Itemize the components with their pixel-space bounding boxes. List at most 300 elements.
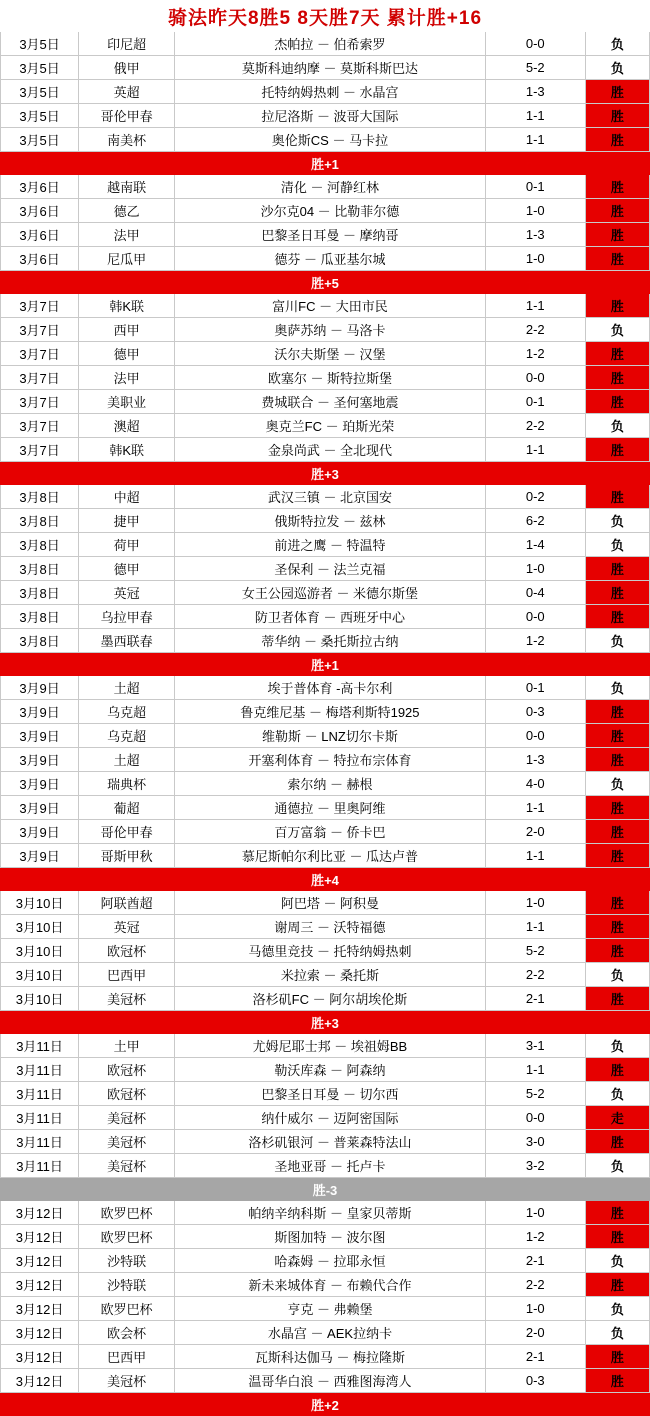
- match-score: 1-0: [485, 247, 585, 271]
- table-row[interactable]: [1, 1369, 650, 1393]
- league-name: 巴西甲: [79, 1345, 175, 1369]
- table-row[interactable]: [1, 199, 650, 223]
- match-date: 3月9日: [1, 748, 79, 772]
- league-name: 瑞典杯: [79, 772, 175, 796]
- table-row[interactable]: [1, 342, 650, 366]
- league-name: 南美杯: [79, 128, 175, 152]
- league-name: 荷甲: [79, 533, 175, 557]
- league-name: 韩K联: [79, 438, 175, 462]
- match-score: 0-3: [485, 1369, 585, 1393]
- match-score: 2-2: [485, 318, 585, 342]
- match-score: 2-2: [485, 963, 585, 987]
- league-name: 哥伦甲春: [79, 104, 175, 128]
- match-teams: 洛杉矶FC － 阿尔胡埃伦斯: [175, 987, 485, 1011]
- table-row[interactable]: [1, 294, 650, 318]
- match-date: 3月9日: [1, 676, 79, 700]
- result-badge: 胜: [585, 605, 649, 629]
- match-date: 3月5日: [1, 80, 79, 104]
- match-score: 1-1: [485, 1058, 585, 1082]
- match-score: 1-1: [485, 915, 585, 939]
- match-teams: 维勒斯 － LNZ切尔卡斯: [175, 724, 485, 748]
- match-score: 2-0: [485, 820, 585, 844]
- league-name: 中超: [79, 485, 175, 509]
- league-name: 英冠: [79, 915, 175, 939]
- table-row[interactable]: [1, 175, 650, 199]
- league-name: 英冠: [79, 581, 175, 605]
- result-badge: 胜: [585, 748, 649, 772]
- result-badge: 走: [585, 1106, 649, 1130]
- title-row: [1, 1, 650, 32]
- match-score: 3-0: [485, 1130, 585, 1154]
- table-row[interactable]: [1, 56, 650, 80]
- table-row[interactable]: [1, 247, 650, 271]
- match-date: 3月7日: [1, 366, 79, 390]
- match-score: 0-0: [485, 366, 585, 390]
- result-badge: 胜: [585, 1225, 649, 1249]
- match-score: 5-2: [485, 939, 585, 963]
- match-teams: 水晶宫 － AEK拉纳卡: [175, 1321, 485, 1345]
- summary-row: [1, 271, 650, 294]
- result-badge: 负: [585, 509, 649, 533]
- match-teams: 富川FC － 大田市民: [175, 294, 485, 318]
- match-teams: 奥克兰FC － 珀斯光荣: [175, 414, 485, 438]
- league-name: 哥伦甲春: [79, 820, 175, 844]
- match-teams: 勒沃库森 － 阿森纳: [175, 1058, 485, 1082]
- league-name: 乌拉甲春: [79, 605, 175, 629]
- league-name: 美职业: [79, 390, 175, 414]
- match-score: 0-1: [485, 175, 585, 199]
- match-teams: 温哥华白浪 － 西雅图海湾人: [175, 1369, 485, 1393]
- league-name: 土甲: [79, 1034, 175, 1058]
- summary-label: 胜+3: [1, 462, 650, 485]
- match-score: 1-1: [485, 104, 585, 128]
- result-badge: 胜: [585, 581, 649, 605]
- league-name: 欧罗巴杯: [79, 1297, 175, 1321]
- match-score: 0-0: [485, 724, 585, 748]
- match-teams: 拉尼洛斯 － 波哥大国际: [175, 104, 485, 128]
- table-row[interactable]: [1, 1201, 650, 1225]
- result-badge: 胜: [585, 557, 649, 581]
- match-date: 3月12日: [1, 1345, 79, 1369]
- league-name: 法甲: [79, 223, 175, 247]
- match-score: 2-1: [485, 987, 585, 1011]
- match-score: 1-0: [485, 199, 585, 223]
- table-row[interactable]: [1, 509, 650, 533]
- summary-row: [1, 653, 650, 676]
- table-row[interactable]: [1, 414, 650, 438]
- match-date: 3月6日: [1, 247, 79, 271]
- match-teams: 帕纳辛纳科斯 － 皇家贝蒂斯: [175, 1201, 485, 1225]
- match-teams: 洛杉矶银河 － 普莱森特法山: [175, 1130, 485, 1154]
- table-row[interactable]: [1, 1082, 650, 1106]
- summary-row: [1, 1011, 650, 1034]
- summary-label: 胜+5: [1, 271, 650, 294]
- table-row[interactable]: [1, 844, 650, 868]
- table-row[interactable]: [1, 1345, 650, 1369]
- league-name: 尼瓜甲: [79, 247, 175, 271]
- match-date: 3月8日: [1, 581, 79, 605]
- table-row[interactable]: [1, 820, 650, 844]
- match-score: 4-0: [485, 772, 585, 796]
- summary-label: 胜+1: [1, 152, 650, 175]
- match-score: 0-0: [485, 1106, 585, 1130]
- league-name: 法甲: [79, 366, 175, 390]
- match-date: 3月12日: [1, 1273, 79, 1297]
- match-date: 3月6日: [1, 199, 79, 223]
- match-score: 1-1: [485, 796, 585, 820]
- result-badge: 负: [585, 32, 649, 56]
- match-date: 3月11日: [1, 1034, 79, 1058]
- match-teams: 阿巴塔 － 阿积曼: [175, 891, 485, 915]
- result-badge: 负: [585, 318, 649, 342]
- match-date: 3月12日: [1, 1225, 79, 1249]
- match-teams: 慕尼斯帕尔利比亚 － 瓜达卢普: [175, 844, 485, 868]
- league-name: 德甲: [79, 557, 175, 581]
- result-badge: 胜: [585, 820, 649, 844]
- match-date: 3月8日: [1, 557, 79, 581]
- match-score: 1-0: [485, 1201, 585, 1225]
- league-name: 捷甲: [79, 509, 175, 533]
- league-name: 乌克超: [79, 700, 175, 724]
- result-badge: 胜: [585, 939, 649, 963]
- match-score: 2-1: [485, 1249, 585, 1273]
- table-row[interactable]: [1, 748, 650, 772]
- table-row[interactable]: [1, 772, 650, 796]
- league-name: 俄甲: [79, 56, 175, 80]
- match-date: 3月11日: [1, 1058, 79, 1082]
- match-date: 3月8日: [1, 533, 79, 557]
- result-badge: 胜: [585, 915, 649, 939]
- match-date: 3月8日: [1, 629, 79, 653]
- result-badge: 负: [585, 533, 649, 557]
- summary-row: [1, 1393, 650, 1416]
- match-date: 3月5日: [1, 56, 79, 80]
- result-badge: 胜: [585, 80, 649, 104]
- match-date: 3月8日: [1, 605, 79, 629]
- match-date: 3月6日: [1, 223, 79, 247]
- table-row[interactable]: [1, 891, 650, 915]
- match-date: 3月9日: [1, 820, 79, 844]
- result-badge: 胜: [585, 1369, 649, 1393]
- table-row[interactable]: [1, 629, 650, 653]
- match-score: 1-4: [485, 533, 585, 557]
- match-teams: 百万富翁 － 侨卡巴: [175, 820, 485, 844]
- match-score: 0-1: [485, 676, 585, 700]
- league-name: 美冠杯: [79, 1369, 175, 1393]
- match-date: 3月8日: [1, 509, 79, 533]
- match-score: 2-2: [485, 1273, 585, 1297]
- match-date: 3月9日: [1, 700, 79, 724]
- result-badge: 胜: [585, 223, 649, 247]
- table-row[interactable]: [1, 963, 650, 987]
- league-name: 欧冠杯: [79, 939, 175, 963]
- summary-label: 胜+4: [1, 868, 650, 891]
- match-teams: 谢周三 － 沃特福德: [175, 915, 485, 939]
- match-score: 5-2: [485, 1082, 585, 1106]
- result-badge: 胜: [585, 247, 649, 271]
- league-name: 美冠杯: [79, 1106, 175, 1130]
- table-row[interactable]: [1, 939, 650, 963]
- result-badge: 胜: [585, 1130, 649, 1154]
- match-date: 3月7日: [1, 390, 79, 414]
- table-row[interactable]: [1, 1321, 650, 1345]
- match-teams: 俄斯特拉发 － 兹林: [175, 509, 485, 533]
- match-teams: 德芬 － 瓜亚基尔城: [175, 247, 485, 271]
- page-title-cell: [1, 1, 650, 32]
- match-teams: 防卫者体育 － 西班牙中心: [175, 605, 485, 629]
- league-name: 乌克超: [79, 724, 175, 748]
- table-row[interactable]: [1, 104, 650, 128]
- table-row[interactable]: [1, 557, 650, 581]
- table-row[interactable]: [1, 390, 650, 414]
- table-row[interactable]: [1, 318, 650, 342]
- match-date: 3月7日: [1, 414, 79, 438]
- match-date: 3月9日: [1, 772, 79, 796]
- table-row[interactable]: [1, 987, 650, 1011]
- match-score: 2-2: [485, 414, 585, 438]
- result-badge: 胜: [585, 199, 649, 223]
- table-row[interactable]: [1, 1034, 650, 1058]
- summary-label: 胜+3: [1, 1011, 650, 1034]
- table-row[interactable]: [1, 223, 650, 247]
- league-name: 欧罗巴杯: [79, 1201, 175, 1225]
- result-badge: 胜: [585, 1345, 649, 1369]
- result-badge: 胜: [585, 844, 649, 868]
- result-badge: 负: [585, 1034, 649, 1058]
- match-score: 5-2: [485, 56, 585, 80]
- match-teams: 通德拉 － 里奥阿维: [175, 796, 485, 820]
- match-date: 3月12日: [1, 1297, 79, 1321]
- match-score: 1-2: [485, 342, 585, 366]
- match-teams: 索尔纳 － 赫根: [175, 772, 485, 796]
- match-score: 6-2: [485, 509, 585, 533]
- result-badge: 胜: [585, 1058, 649, 1082]
- match-teams: 奥萨苏纳 － 马洛卡: [175, 318, 485, 342]
- table-row[interactable]: [1, 366, 650, 390]
- result-badge: 胜: [585, 1201, 649, 1225]
- league-name: 沙特联: [79, 1273, 175, 1297]
- league-name: 欧罗巴杯: [79, 1225, 175, 1249]
- match-teams: 杰帕拉 － 伯希索罗: [175, 32, 485, 56]
- match-teams: 奥伦斯CS － 马卡拉: [175, 128, 485, 152]
- match-score: 1-1: [485, 844, 585, 868]
- page-title: 骑法昨天8胜5 8天胜7天 累计胜+16: [167, 7, 483, 29]
- match-score: 1-0: [485, 891, 585, 915]
- match-teams: 托特纳姆热刺 － 水晶宫: [175, 80, 485, 104]
- match-date: 3月7日: [1, 438, 79, 462]
- match-teams: 哈森姆 － 拉耶永恒: [175, 1249, 485, 1273]
- result-badge: 胜: [585, 175, 649, 199]
- table-row[interactable]: [1, 724, 650, 748]
- table-row[interactable]: [1, 796, 650, 820]
- match-date: 3月9日: [1, 796, 79, 820]
- match-score: 0-2: [485, 485, 585, 509]
- result-badge: 胜: [585, 104, 649, 128]
- match-date: 3月7日: [1, 318, 79, 342]
- league-name: 阿联酋超: [79, 891, 175, 915]
- result-badge: 胜: [585, 891, 649, 915]
- summary-label: 胜-3: [1, 1178, 650, 1201]
- table-row[interactable]: [1, 1106, 650, 1130]
- match-date: 3月5日: [1, 104, 79, 128]
- result-badge: 负: [585, 1249, 649, 1273]
- match-date: 3月9日: [1, 844, 79, 868]
- match-date: 3月10日: [1, 939, 79, 963]
- result-badge: 胜: [585, 700, 649, 724]
- match-score: 1-0: [485, 1297, 585, 1321]
- league-name: 土超: [79, 748, 175, 772]
- result-badge: 负: [585, 772, 649, 796]
- table-row[interactable]: [1, 1154, 650, 1178]
- league-name: 英超: [79, 80, 175, 104]
- match-score: 2-1: [485, 1345, 585, 1369]
- table-row[interactable]: [1, 676, 650, 700]
- match-date: 3月10日: [1, 987, 79, 1011]
- result-badge: 负: [585, 56, 649, 80]
- league-name: 巴西甲: [79, 963, 175, 987]
- match-date: 3月12日: [1, 1369, 79, 1393]
- match-teams: 女王公园巡游者 － 米德尔斯堡: [175, 581, 485, 605]
- match-date: 3月11日: [1, 1154, 79, 1178]
- match-teams: 斯图加特 － 波尔图: [175, 1225, 485, 1249]
- match-score: 2-0: [485, 1321, 585, 1345]
- league-name: 欧冠杯: [79, 1082, 175, 1106]
- match-teams: 金泉尚武 － 全北现代: [175, 438, 485, 462]
- table-row[interactable]: [1, 80, 650, 104]
- match-teams: 沙尔克04 － 比勒菲尔德: [175, 199, 485, 223]
- result-badge: 负: [585, 414, 649, 438]
- result-badge: 胜: [585, 366, 649, 390]
- match-teams: 埃于普体育 -高卡尔利: [175, 676, 485, 700]
- match-teams: 莫斯科迪纳摩 － 莫斯科斯巴达: [175, 56, 485, 80]
- summary-row: [1, 868, 650, 891]
- table-row[interactable]: [1, 1297, 650, 1321]
- table-row[interactable]: [1, 700, 650, 724]
- result-badge: 负: [585, 629, 649, 653]
- league-name: 韩K联: [79, 294, 175, 318]
- match-score: 1-3: [485, 80, 585, 104]
- match-date: 3月8日: [1, 485, 79, 509]
- league-name: 西甲: [79, 318, 175, 342]
- match-score: 1-2: [485, 629, 585, 653]
- match-date: 3月12日: [1, 1321, 79, 1345]
- match-score: 1-2: [485, 1225, 585, 1249]
- match-date: 3月10日: [1, 963, 79, 987]
- match-score: 0-0: [485, 32, 585, 56]
- result-badge: 胜: [585, 1273, 649, 1297]
- league-name: 印尼超: [79, 32, 175, 56]
- result-badge: 胜: [585, 724, 649, 748]
- league-name: 澳超: [79, 414, 175, 438]
- match-teams: 费城联合 － 圣何塞地震: [175, 390, 485, 414]
- match-teams: 欧塞尔 － 斯特拉斯堡: [175, 366, 485, 390]
- match-score: 1-3: [485, 748, 585, 772]
- match-score: 0-4: [485, 581, 585, 605]
- league-name: 墨西联春: [79, 629, 175, 653]
- result-badge: 负: [585, 1154, 649, 1178]
- match-teams: 巴黎圣日耳曼 － 切尔西: [175, 1082, 485, 1106]
- table-row[interactable]: [1, 32, 650, 56]
- match-date: 3月5日: [1, 128, 79, 152]
- match-teams: 蒂华纳 － 桑托斯拉古纳: [175, 629, 485, 653]
- match-score: 3-2: [485, 1154, 585, 1178]
- result-badge: 负: [585, 676, 649, 700]
- match-date: 3月9日: [1, 724, 79, 748]
- table-row[interactable]: [1, 128, 650, 152]
- summary-row: [1, 152, 650, 175]
- match-teams: 马德里竞技 － 托特纳姆热刺: [175, 939, 485, 963]
- result-badge: 胜: [585, 438, 649, 462]
- table-row[interactable]: [1, 533, 650, 557]
- match-score: 3-1: [485, 1034, 585, 1058]
- league-name: 美冠杯: [79, 987, 175, 1011]
- table-row[interactable]: [1, 1273, 650, 1297]
- match-date: 3月7日: [1, 294, 79, 318]
- match-date: 3月11日: [1, 1130, 79, 1154]
- match-score: 1-1: [485, 294, 585, 318]
- match-teams: 鲁克维尼基 － 梅塔利斯特1925: [175, 700, 485, 724]
- league-name: 欧冠杯: [79, 1058, 175, 1082]
- table-body: [1, 1, 650, 1416]
- match-date: 3月5日: [1, 32, 79, 56]
- match-teams: 亨克 － 弗赖堡: [175, 1297, 485, 1321]
- result-badge: 负: [585, 1297, 649, 1321]
- match-date: 3月12日: [1, 1249, 79, 1273]
- result-badge: 胜: [585, 485, 649, 509]
- result-badge: 负: [585, 1321, 649, 1345]
- result-badge: 胜: [585, 796, 649, 820]
- match-score: 0-0: [485, 605, 585, 629]
- table-row[interactable]: [1, 1225, 650, 1249]
- league-name: 土超: [79, 676, 175, 700]
- match-score: 1-1: [485, 438, 585, 462]
- table-row[interactable]: [1, 915, 650, 939]
- league-name: 德甲: [79, 342, 175, 366]
- table-row[interactable]: [1, 438, 650, 462]
- league-name: 葡超: [79, 796, 175, 820]
- league-name: 美冠杯: [79, 1130, 175, 1154]
- league-name: 美冠杯: [79, 1154, 175, 1178]
- summary-row: [1, 1178, 650, 1201]
- league-name: 越南联: [79, 175, 175, 199]
- result-badge: 胜: [585, 342, 649, 366]
- match-teams: 开塞利体育 － 特拉布宗体育: [175, 748, 485, 772]
- table-row[interactable]: [1, 485, 650, 509]
- match-score: 1-0: [485, 557, 585, 581]
- table-row[interactable]: [1, 1058, 650, 1082]
- league-name: 欧会杯: [79, 1321, 175, 1345]
- summary-row: [1, 462, 650, 485]
- result-badge: 胜: [585, 987, 649, 1011]
- match-date: 3月10日: [1, 915, 79, 939]
- table-row[interactable]: [1, 605, 650, 629]
- match-teams: 新未来城体育 － 布赖代合作: [175, 1273, 485, 1297]
- table-row[interactable]: [1, 1249, 650, 1273]
- match-teams: 巴黎圣日耳曼 － 摩纳哥: [175, 223, 485, 247]
- match-date: 3月10日: [1, 891, 79, 915]
- table-row[interactable]: [1, 581, 650, 605]
- match-teams: 尤姆尼耶士邦 － 埃祖姆BB: [175, 1034, 485, 1058]
- result-badge: 负: [585, 1082, 649, 1106]
- match-score: 0-3: [485, 700, 585, 724]
- match-score: 1-1: [485, 128, 585, 152]
- match-teams: 米拉索 － 桑托斯: [175, 963, 485, 987]
- result-badge: 负: [585, 963, 649, 987]
- result-badge: 胜: [585, 390, 649, 414]
- table-row[interactable]: [1, 1130, 650, 1154]
- match-teams: 瓦斯科达伽马 － 梅拉隆斯: [175, 1345, 485, 1369]
- summary-label: 胜+2: [1, 1393, 650, 1416]
